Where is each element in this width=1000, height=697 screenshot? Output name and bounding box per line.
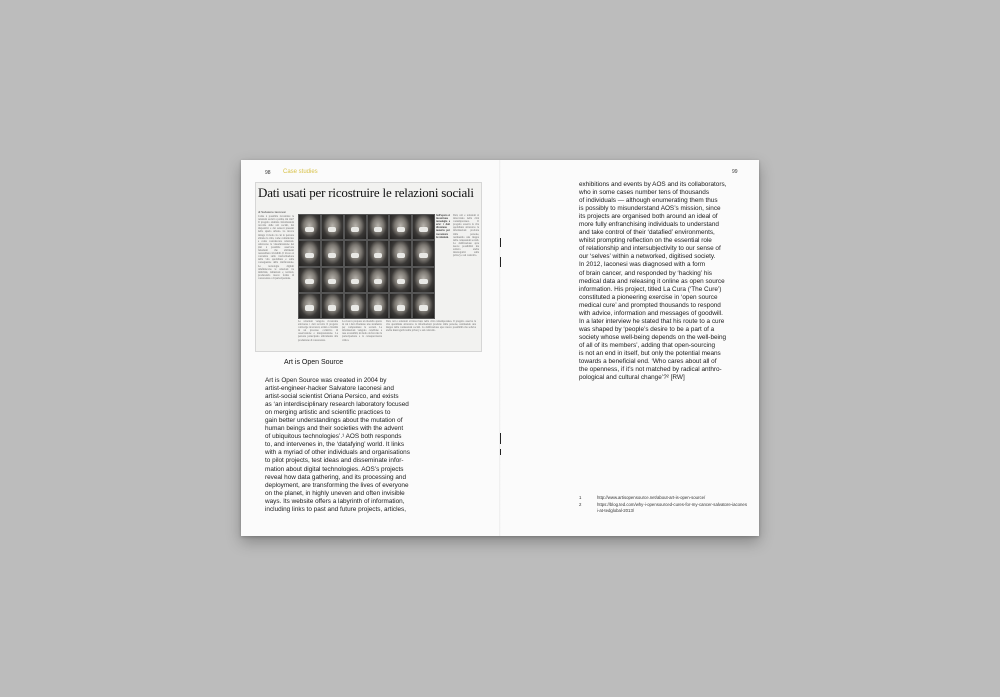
running-head: Case studies: [283, 169, 318, 175]
clipping-headline: Dati usati per ricostruire le relazioni sociali: [258, 185, 474, 200]
masked-portrait-photo: [345, 241, 366, 265]
masked-portrait-photo: [322, 294, 343, 318]
clipping-column: Come è possibile ricostruire le relazioni sociali a partire dai dati? Il progetto analizza informazioni raccolte dalle reti sociali, dai dispositivi e dai sensori presenti nello spazio urbano. La ricerca indaga il modo in cui le persone abitano la città, come comunicano e come costruiscono relazioni. Attraverso la visualizzazione dei dati è possibile osservare fenomeni che altrimenti resterebbero invisibili. Il lavoro si concentra sulla trasformazione della vita quotidiana e sulle conseguenze della datificazione. Le tecnologie digitali ridefiniscono le relazioni tra individui, istituzioni e territori, producendo nuove forme di conoscenza e di partecipazione.: [258, 215, 294, 280]
section-title: Art is Open Source: [284, 359, 344, 366]
right-page-number: 99: [732, 169, 738, 175]
clipping-column: Dati, reti e relazioni si intrecciano nella città contemporanea. Il progetto osserva la vita quotidiana attraverso le informazioni prodotte dalle persone, restituendo una mappa delle connessioni sociali. La datificazione apre nuove possibilità ma solleva anche interrogativi sulla privacy e sul controllo.: [453, 214, 479, 258]
masked-portrait-photo: [322, 241, 343, 265]
newspaper-clipping: [255, 182, 482, 352]
footnote-number: 2: [579, 501, 582, 507]
footnote-url[interactable]: https://blog.ted.com/why-i-opensourced-cures-for-my-cancer-salvatore-iaconesi-at-tedglobal-2013/: [597, 501, 747, 514]
binding-stitch: [500, 433, 501, 444]
masked-portrait-photo: [345, 215, 366, 239]
masked-portrait-photo: [299, 294, 320, 318]
binding-stitch: [500, 449, 501, 455]
clipping-pullquote: Sull'opera si incontrano tecnologia e arte: i dati diventano materia per raccontare le relazioni.: [436, 214, 450, 239]
masked-portrait-photo: [345, 268, 366, 292]
clipping-column: Le relazioni vengono ricostruite attraverso i dati raccolti. Il progetto coinvolge ricercatori, artisti e cittadini in un processo collettivo di osservazione e interpretazione. Le persone partecipano attivamente alla produzione di conoscenza.: [298, 320, 338, 342]
portrait-photo-grid: [298, 214, 435, 319]
masked-portrait-photo: [390, 215, 411, 239]
left-page-number: 98: [265, 170, 271, 176]
masked-portrait-photo: [390, 241, 411, 265]
masked-portrait-photo: [299, 241, 320, 265]
masked-portrait-photo: [390, 294, 411, 318]
footnote: [579, 502, 749, 515]
clipping-column: La ricerca propone un modello aperto in cui i dati diventano uno strumento per comprendere la società. Le informazioni vengono condivise e rese accessibili, in modo da favorire la partecipazione e la consapevolezza critica.: [342, 320, 382, 342]
clipping-column: Dati, reti e relazioni si intrecciano nella città contemporanea. Il progetto osserva la vita quotidiana attraverso le informazioni prodotte dalle persone, restituendo una mappa delle connessioni sociali. La datificazione apre nuove possibilità ma solleva anche interrogativi sulla privacy e sul controllo.: [386, 320, 476, 333]
masked-portrait-photo: [368, 215, 389, 239]
left-body-text: Art is Open Source was created in 2004 by artist-engineer-hacker Salvatore Iaconesi and artist-social scientist Oriana Persico, and exists as ‘an interdisciplinary research laboratory focused on merging artistic and scientific practices to gain better understandings about the mutation of human beings and their societies with the advent of ubiquitous technologies’.¹ AOS both responds to, and intervenes in, the ‘datafying’ world. It links with a myriad of other individuals and organisations to pilot projects, test ideas and disseminate infor- mation about digital technologies. AOS’s projects reveal how data gathering, and its processing and deployment, are transforming the lives of everyone on the planet, in highly uneven and often invisible ways. Its website offers a labyrinth of information, including links to past and future projects, articles,: [265, 377, 410, 513]
footnote: [579, 495, 749, 502]
masked-portrait-photo: [322, 215, 343, 239]
masked-portrait-photo: [390, 268, 411, 292]
masked-portrait-photo: [413, 268, 434, 292]
clipping-byline: di Salvatore Iaconesi: [258, 210, 286, 214]
masked-portrait-photo: [368, 294, 389, 318]
footnote-url[interactable]: http://www.artisopensource.net/about-art-is-open-source/: [597, 495, 706, 500]
binding-stitch: [500, 257, 501, 267]
footnote-number: 1: [579, 495, 582, 500]
masked-portrait-photo: [368, 268, 389, 292]
right-body-text: exhibitions and events by AOS and its collaborators, who in some cases number tens of thousands of individuals — although enumerating them thus is possibly to misunderstand AOS’s mission, since its projects are organised both around an ideal of more fully enfranchising individuals to understand and take control of their ‘datafied’ environments, whilst prompting reflection on the essential role of relationship and intersubjectivity to our sense of our ‘selves’ within a networked, digitised society. In 2012, Iaconesi was diagnosed with a form of brain cancer, and responded by ‘hacking’ his medical data and releasing it online as open source information. His project, titled La Cura (‘The Cure’) constituted a pioneering exercise in ‘open source medical cure’ and prompted thousands to respond with advice, information and messages of goodwill. In a later interview he stated that his route to a cure was shaped by ‘people’s desire to be a part of a society whose well-being depends on the well-being of all of its members’, adding that open-sourcing is not an end in itself, but only the potential means towards a beneficial end. ‘Who cares about all of the openness, if it’s not matched by radical anthro- pological and cultural change’?² [RW]: [579, 181, 727, 382]
masked-portrait-photo: [345, 294, 366, 318]
masked-portrait-photo: [413, 215, 434, 239]
masked-portrait-photo: [299, 268, 320, 292]
masked-portrait-photo: [322, 268, 343, 292]
book-spread: [241, 160, 759, 536]
masked-portrait-photo: [299, 215, 320, 239]
masked-portrait-photo: [413, 241, 434, 265]
masked-portrait-photo: [368, 241, 389, 265]
masked-portrait-photo: [413, 294, 434, 318]
footnotes: [579, 495, 749, 515]
binding-stitch: [500, 238, 501, 247]
gutter-shadow: [499, 160, 501, 536]
